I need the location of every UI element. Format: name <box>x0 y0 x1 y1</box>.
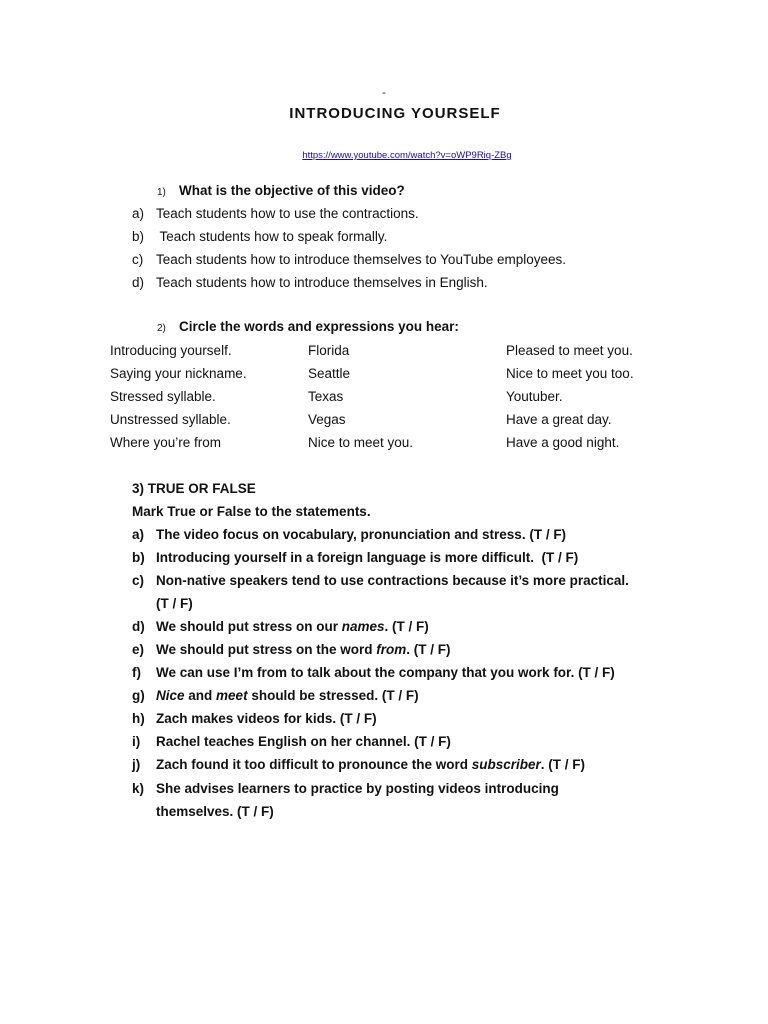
question-2-number: 2) <box>157 323 166 334</box>
statement-a: a) The video focus on vocabulary, pronunciation and stress. (T / F) <box>132 527 567 542</box>
question-1-text: What is the objective of this video? <box>179 183 405 198</box>
question-3-instruction: Mark True or False to the statements. <box>132 504 371 519</box>
question-1-option-b: b) Teach students how to speak formally. <box>132 229 388 244</box>
question-1-option-d: d) Teach students how to introduce themselves in English. <box>132 275 488 290</box>
statement-c: c) Non-native speakers tend to use contractions because it’s more practical. <box>132 573 629 588</box>
statement-j: j) Zach found it too difficult to pronounce the word subscriber. (T / F) <box>132 757 585 772</box>
statement-k-continuation: themselves. (T / F) <box>156 804 274 819</box>
statement-b: b) Introducing yourself in a foreign language is more difficult. (T / F) <box>132 550 579 565</box>
page-title: INTRODUCING YOURSELF <box>289 105 501 122</box>
word-cell: Nice to meet you too. <box>506 366 634 381</box>
word-cell: Texas <box>308 389 344 404</box>
word-cell: Where you’re from <box>110 435 222 450</box>
statement-g: g) Nice and meet should be stressed. (T / F) <box>132 688 419 703</box>
question-3-heading: 3) TRUE OR FALSE <box>132 481 256 496</box>
word-cell: Florida <box>308 343 350 358</box>
word-cell: Have a great day. <box>506 412 612 427</box>
statement-h: h) Zach makes videos for kids. (T / F) <box>132 711 377 726</box>
question-2-text: Circle the words and expressions you hear: <box>179 319 459 334</box>
statement-e: e) We should put stress on the word from. (T / F) <box>132 642 451 657</box>
statement-k: k) She advises learners to practice by posting videos introducing <box>132 781 559 796</box>
statement-d: d) We should put stress on our names. (T / F) <box>132 619 429 634</box>
word-cell: Nice to meet you. <box>308 435 414 450</box>
word-cell: Seattle <box>308 366 351 381</box>
word-cell: Saying your nickname. <box>110 366 247 381</box>
question-1-number: 1) <box>157 187 166 198</box>
video-link[interactable]: https://www.youtube.com/watch?v=oWP9Riq-ZBg <box>302 150 512 161</box>
word-cell: Have a good night. <box>506 435 620 450</box>
word-cell: Unstressed syllable. <box>110 412 231 427</box>
word-cell: Stressed syllable. <box>110 389 216 404</box>
header-dash: - <box>382 87 386 99</box>
question-1-heading <box>157 182 405 202</box>
word-cell: Pleased to meet you. <box>506 343 633 358</box>
statement-c-continuation: (T / F) <box>156 596 193 611</box>
statement-f: f) We can use I’m from to talk about the company that you work for. (T / F) <box>132 665 615 680</box>
question-2-heading <box>157 318 459 338</box>
word-cell: Vegas <box>308 412 346 427</box>
word-cell: Youtuber. <box>506 389 563 404</box>
question-1-option-a: a) Teach students how to use the contractions. <box>132 206 419 221</box>
question-1-option-c: c) Teach students how to introduce themselves to YouTube employees. <box>132 252 567 267</box>
statement-i: i) Rachel teaches English on her channel. (T / F) <box>132 734 451 749</box>
word-cell: Introducing yourself. <box>110 343 232 358</box>
video-link-line <box>0 150 768 162</box>
